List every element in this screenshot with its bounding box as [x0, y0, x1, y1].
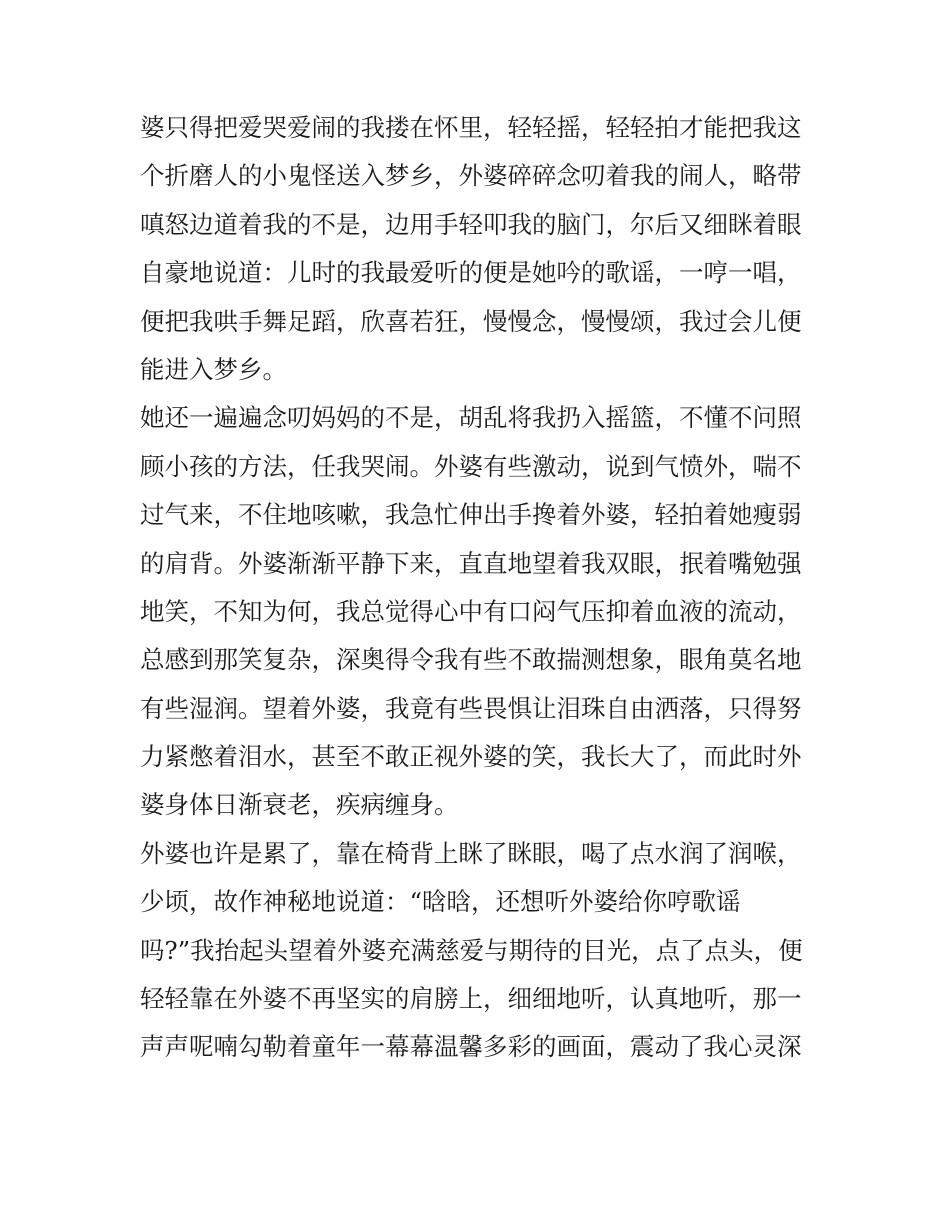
text-line: 过气来，不住地咳嗽，我急忙伸出手搀着外婆，轻拍着她瘦弱 — [140, 500, 802, 530]
text-line: 能进入梦乡。 — [140, 354, 287, 384]
text-line: 有些湿润。望着外婆，我竟有些畏惧让泪珠自由洒落，只得努 — [140, 693, 802, 723]
body-text — [140, 104, 820, 1072]
text-line: 婆只得把爱哭爱闹的我搂在怀里，轻轻摇，轻轻拍才能把我这 — [140, 113, 802, 142]
text-line: 嗔怒边道着我的不是，边用手轻叩我的脑门，尔后又细眯着眼 — [140, 209, 802, 239]
text-line: 的肩背。外婆渐渐平静下来，直直地望着我双眼，抿着嘴勉强 — [140, 548, 802, 578]
text-line: 自豪地说道：儿时的我最爱听的便是她吟的歌谣，一哼一唱， — [140, 258, 802, 288]
text-line: 轻轻靠在外婆不再坚实的肩膀上，细细地听，认真地听，那一 — [140, 984, 802, 1014]
text-line: 便把我哄手舞足蹈，欣喜若狂，慢慢念，慢慢颂，我过会儿便 — [140, 306, 802, 336]
text-line: 地笑，不知为何，我总觉得心中有口闷气压抑着血液的流动， — [140, 596, 802, 626]
text-line: 力紧憋着泪水，甚至不敢正视外婆的笑，我长大了，而此时外 — [140, 742, 802, 772]
text-line: 顾小孩的方法，任我哭闹。外婆有些激动，说到气愤外，喘不 — [140, 451, 802, 481]
text-line: 外婆也许是累了，靠在椅背上眯了眯眼，喝了点水润了润喉， — [140, 838, 802, 868]
text-line: 婆身体日渐衰老，疾病缠身。 — [140, 790, 459, 820]
text-line: 少顷，故作神秘地说道：“晗晗，还想听外婆给你哼歌谣 — [140, 887, 741, 917]
text-line: 声声呢喃勾勒着童年一幕幕温馨多彩的画面，震动了我心灵深 — [140, 1032, 802, 1062]
text-line: 她还一遍遍念叨妈妈的不是，胡乱将我扔入摇篮，不懂不问照 — [140, 403, 802, 433]
text-line: 总感到那笑复杂，深奥得令我有些不敢揣测想象，眼角莫名地 — [140, 645, 802, 675]
text-line: 吗?”我抬起头望着外婆充满慈爱与期待的目光，点了点头，便 — [140, 935, 803, 965]
text-line: 个折磨人的小鬼怪送入梦乡，外婆碎碎念叨着我的闹人，略带 — [140, 161, 802, 191]
